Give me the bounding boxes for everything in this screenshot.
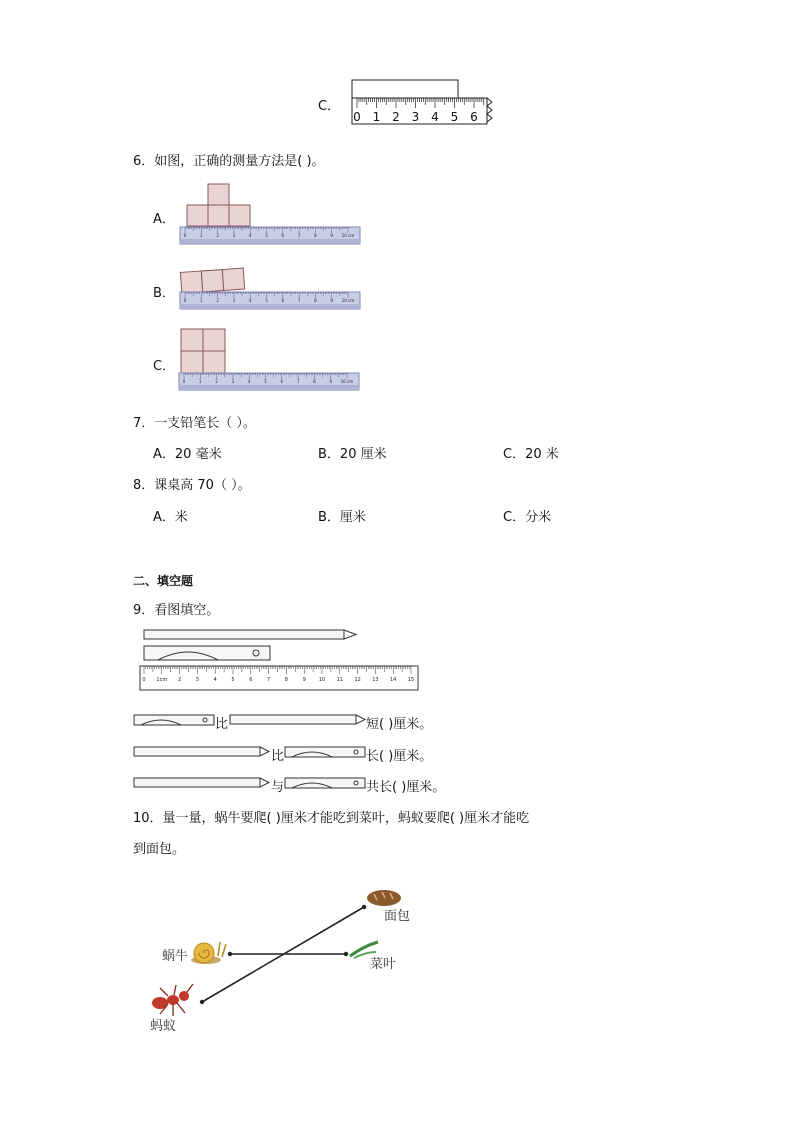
q5-tick-label: 6 — [470, 110, 478, 124]
q6-ruler-label: 4 — [247, 379, 251, 384]
q8-option-a[interactable]: A．米 — [153, 510, 188, 525]
q9-row3-short-item — [284, 776, 370, 790]
q6-ruler-label: 10 cm — [341, 233, 355, 238]
short-ruler-icon — [144, 646, 270, 660]
q9-ruler-label: 7 — [267, 677, 271, 683]
q7-option-c[interactable]: C．20 米 — [503, 447, 559, 462]
q6-ruler-label: 5 — [265, 233, 268, 238]
q9-ruler-label: 5 — [231, 677, 235, 683]
q9-ruler-label: 6 — [249, 677, 253, 683]
q9-ruler-label: 4 — [213, 677, 217, 683]
q6-ruler-label: 10 cm — [341, 298, 355, 303]
q6-ruler-label: 8 — [314, 298, 317, 303]
q6-ruler-label: 1 — [200, 233, 203, 238]
q5-tick-label: 5 — [450, 110, 459, 124]
q9-row1-blank[interactable]: 短( )厘米。 — [366, 717, 433, 732]
q9-ruler-label: 1cm — [156, 677, 168, 683]
leaf-icon — [350, 942, 378, 958]
ant-icon — [152, 984, 193, 1016]
snail-label: 蜗牛 — [162, 949, 189, 964]
q9-ruler-label: 14 — [390, 677, 397, 683]
q10-figure — [140, 880, 420, 1040]
q6-ruler-label: 3 — [232, 233, 236, 238]
q6-option-a-figure[interactable] — [178, 182, 368, 248]
q9-figure — [138, 624, 423, 694]
q5-tick-label: 3 — [411, 110, 420, 124]
q6-ruler-label: 0 — [183, 298, 187, 303]
q8-option-c[interactable]: C．分米 — [503, 510, 552, 525]
bread-icon — [367, 890, 401, 906]
q9-row2-compare: 比 — [271, 749, 285, 764]
q6-ruler-label: 6 — [280, 379, 284, 384]
q6-ruler-label: 0 — [182, 379, 186, 384]
q6-option-c-figure[interactable] — [176, 327, 366, 393]
section-title: 二、填空题 — [133, 574, 194, 588]
q10-stem-line1[interactable]: 10．量一量，蜗牛要爬( )厘米才能吃到菜叶，蚂蚁要爬( )厘米才能吃 — [133, 811, 530, 826]
q6-ruler-label: 1 — [200, 298, 203, 303]
q5-tick-label: 4 — [431, 110, 439, 124]
q7-stem: 7．一支铅笔长（ ）。 — [133, 416, 256, 431]
q6-ruler-label: 0 — [183, 233, 187, 238]
q6-ruler-label: 1 — [199, 379, 202, 384]
q8-option-b[interactable]: B．厘米 — [318, 510, 366, 525]
q7-option-a[interactable]: A．20 毫米 — [153, 447, 222, 462]
q9-row2-blank[interactable]: 长( )厘米。 — [366, 749, 433, 764]
q6-ruler-label: 10 cm — [340, 379, 354, 384]
q7-option-b[interactable]: B．20 厘米 — [318, 447, 387, 462]
q6-stem: 6．如图，正确的测量方法是( )。 — [133, 154, 325, 169]
q6-ruler-label: 8 — [314, 233, 317, 238]
q6-ruler-label: 9 — [329, 379, 332, 384]
q9-row2-long-item — [133, 745, 273, 759]
q9-ruler-label: 15 — [407, 677, 415, 683]
q6-ruler-label: 3 — [232, 298, 236, 303]
q6-ruler-label: 9 — [330, 298, 333, 303]
q9-row1-short-item — [133, 713, 219, 727]
q6-option-b-label[interactable]: B． — [153, 286, 175, 301]
q5-tick-label: 1 — [372, 110, 381, 124]
bread-label: 面包 — [384, 909, 411, 924]
q6-ruler-label: 7 — [297, 233, 301, 238]
q6-option-c-label[interactable]: C． — [153, 359, 176, 374]
q6-ruler-label: 7 — [297, 298, 301, 303]
q6-option-a-label[interactable]: A． — [153, 212, 175, 227]
q5-option-c-label[interactable]: C． — [318, 99, 341, 114]
q9-row3-blank[interactable]: 共长( )厘米。 — [366, 780, 446, 795]
q5-tick-label: 0 — [353, 110, 361, 124]
q9-ruler-label: 3 — [195, 677, 199, 683]
leaf-label: 菜叶 — [370, 957, 397, 972]
q6-ruler-label: 5 — [264, 379, 267, 384]
q6-ruler-label: 4 — [248, 298, 252, 303]
q9-ruler-label: 8 — [284, 677, 288, 683]
q6-ruler-label: 2 — [216, 298, 219, 303]
q9-row1-long-item — [229, 713, 369, 727]
q6-ruler-label: 3 — [231, 379, 235, 384]
q6-ruler-label: 5 — [265, 298, 268, 303]
q8-stem: 8．课桌高 70（ ）。 — [133, 478, 251, 493]
q9-ruler-label: 0 — [142, 677, 146, 683]
q5-tick-label: 2 — [392, 110, 400, 124]
q6-ruler-label: 7 — [296, 379, 300, 384]
q6-ruler-label: 4 — [248, 233, 252, 238]
q9-row2-short-item — [284, 745, 370, 759]
q9-row1-compare: 比 — [215, 717, 229, 732]
q6-option-b-figure[interactable] — [176, 262, 366, 316]
q6-ruler-label: 6 — [281, 233, 285, 238]
ant-label: 蚂蚁 — [150, 1019, 177, 1034]
q6-ruler-label: 9 — [330, 233, 333, 238]
snail-icon — [191, 942, 226, 964]
q9-ruler-label: 12 — [354, 677, 361, 683]
q6-ruler-label: 2 — [215, 379, 218, 384]
q9-ruler-label: 2 — [178, 677, 182, 683]
q9-row3-long-item — [133, 776, 273, 790]
q10-stem-line2: 到面包。 — [133, 842, 186, 857]
q9-ruler-label: 10 — [318, 677, 326, 683]
q9-ruler-label: 13 — [372, 677, 379, 683]
q9-ruler-label: 9 — [302, 677, 306, 683]
pencil-icon — [144, 630, 356, 639]
q6-ruler-label: 8 — [313, 379, 316, 384]
q6-ruler-label: 6 — [281, 298, 285, 303]
q9-stem: 9．看图填空。 — [133, 603, 220, 618]
q6-ruler-label: 2 — [216, 233, 219, 238]
q9-row3-compare: 与 — [271, 780, 285, 795]
q9-ruler-label: 11 — [336, 677, 343, 683]
q5-option-c-figure — [346, 78, 496, 128]
